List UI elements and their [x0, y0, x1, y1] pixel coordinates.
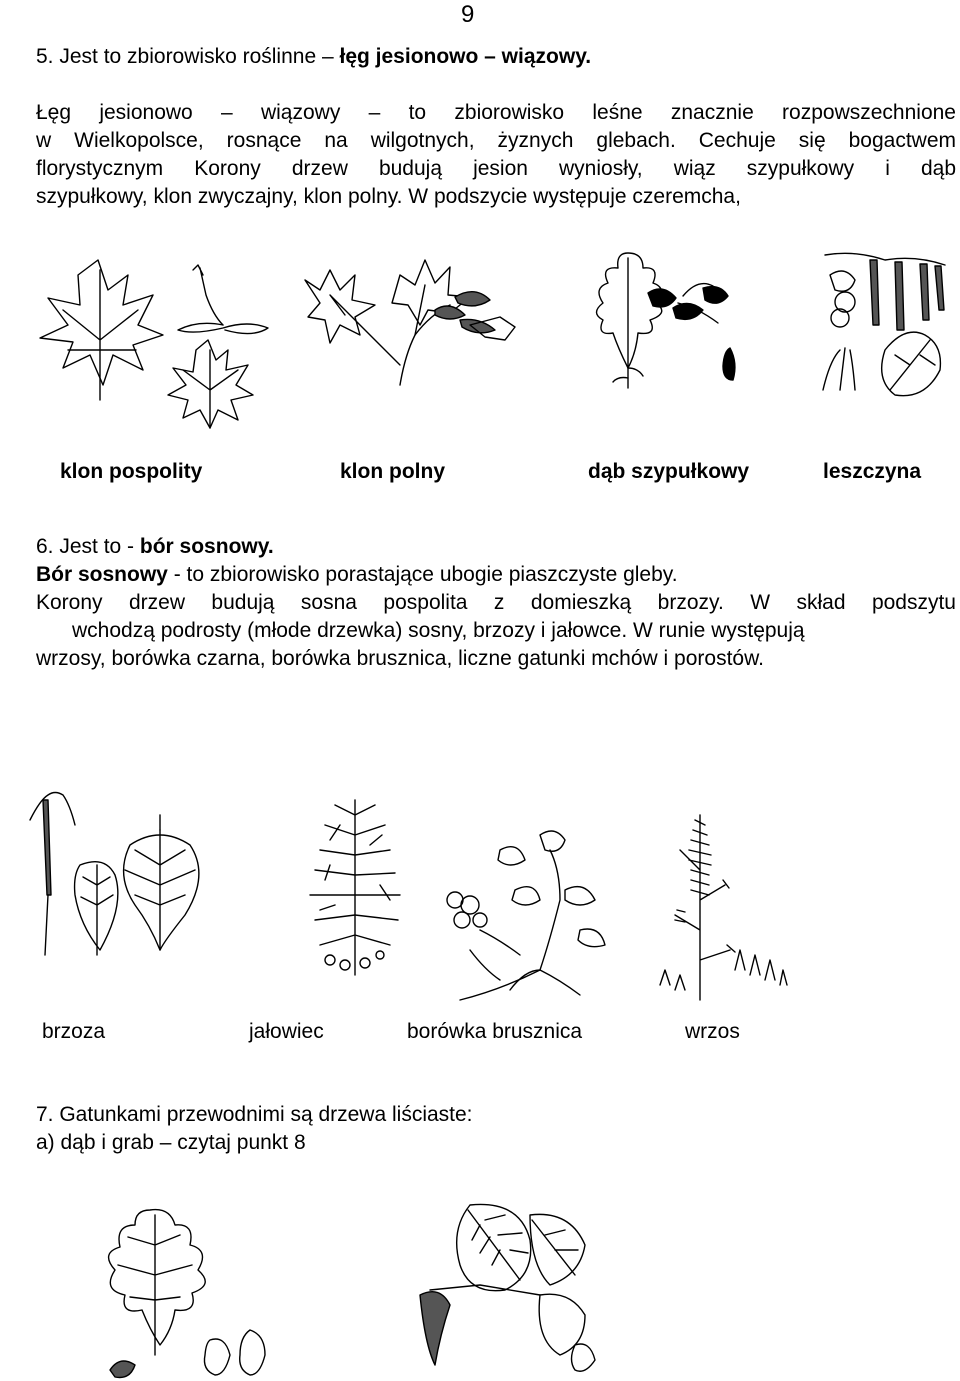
label-wrzos: wrzos [685, 1020, 740, 1043]
section7-line-1: 7. Gatunkami przewodnimi są drzewa liściaste: [36, 1103, 473, 1126]
section7-line-2: a) dąb i grab – czytaj punkt 8 [36, 1131, 306, 1154]
label-dab-szypulkowy: dąb szypułkowy [588, 460, 750, 483]
hornbeam-branch-icon [410, 1195, 610, 1381]
maple-leaves-icon [28, 250, 268, 430]
label-klon-polny: klon polny [340, 460, 445, 483]
label-jalowiec: jałowiec [249, 1020, 324, 1043]
label-brzoza: brzoza [42, 1020, 106, 1043]
juniper-branch-icon [290, 795, 420, 980]
oak-leaf-icon [80, 1205, 280, 1381]
label-borowka-brusznica: borówka brusznica [407, 1020, 583, 1043]
section5-line-2: w Wielkopolsce, rosnące na wilgotnych, żyznych glebach. Cechuje się bogactwem [36, 129, 956, 152]
label-klon-pospolity: klon pospolity [60, 460, 203, 483]
hazel-catkins-icon [815, 240, 955, 410]
page-number: 9 [461, 1, 475, 28]
section6-line-2: Korony drzew budują sosna pospolita z domieszką brzozy. W skład podszytu [36, 591, 956, 614]
section5-line-4: szypułkowy, klon zwyczajny, klon polny. W podszycie występuje czeremcha, [36, 185, 741, 208]
label-leszczyna: leszczyna [823, 460, 922, 483]
section6-line-1: Bór sosnowy - to zbiorowisko porastające ubogie piaszczyste gleby. [36, 563, 678, 586]
lingonberry-icon [440, 820, 610, 1010]
heather-icon [655, 810, 790, 1005]
oak-leaf-acorns-icon [588, 248, 763, 403]
section5-line-3: florystycznym Korony drzew budują jesion wyniosły, wiąz szypułkowy i dąb [36, 157, 956, 180]
birch-leaves-icon [15, 785, 215, 960]
section6-line-4: wrzosy, borówka czarna, borówka brusznica, liczne gatunki mchów i porostów. [36, 647, 764, 670]
section6-line-3: wchodzą podrosty (młode drzewka) sosny, brzozy i jałowce. W runie występują [72, 619, 805, 642]
section5-line-1: Łęg jesionowo – wiązowy – to zbiorowisko leśne znacznie rozpowszechnione [36, 101, 956, 124]
section5-heading: 5. Jest to zbiorowisko roślinne – łęg jesionowo – wiązowy. [36, 45, 592, 68]
field-maple-icon [300, 255, 530, 390]
section6-heading: 6. Jest to - bór sosnowy. [36, 535, 274, 558]
